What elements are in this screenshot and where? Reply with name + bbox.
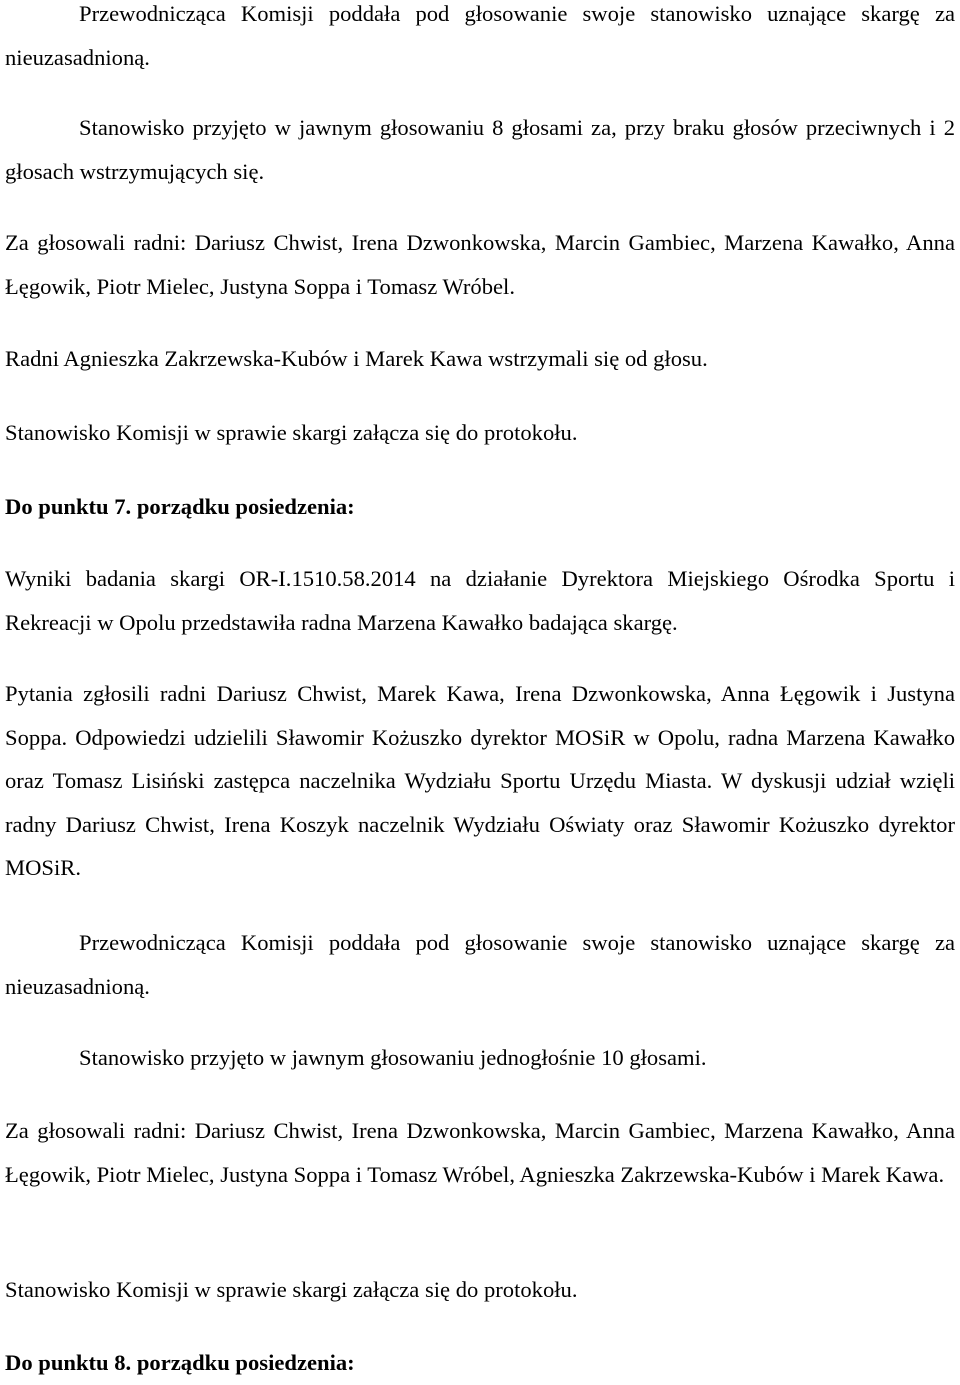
paragraph-voters-for-1: Za głosowali radni: Dariusz Chwist, Irena Dzwonkowska, Marcin Gambiec, Marzena Kawałko, Anna Łęgowik, Piotr Mielec, Justyna Soppa i Tomasz Wróbel.	[5, 230, 955, 299]
paragraph-attachment-2: Stanowisko Komisji w sprawie skargi załącza się do protokołu.	[5, 1277, 578, 1302]
heading-point-7: Do punktu 7. porządku posiedzenia:	[5, 494, 355, 519]
heading-point-8: Do punktu 8. porządku posiedzenia:	[5, 1350, 355, 1375]
paragraph-abstained: Radni Agnieszka Zakrzewska-Kubów i Marek Kawa wstrzymali się od głosu.	[5, 346, 708, 371]
paragraph-vote-result-1: Stanowisko przyjęto w jawnym głosowaniu 8 głosami za, przy braku głosów przeciwnych i 2 głosach wstrzymujących się.	[5, 115, 955, 184]
paragraph-questions-discussion: Pytania zgłosili radni Dariusz Chwist, Marek Kawa, Irena Dzwonkowska, Anna Łęgowik i Justyna Soppa. Odpowiedzi udzielili Sławomir Kożuszko dyrektor MOSiR w Opolu, radna Marzena Kawałko oraz Tomasz Lisiński zastępca naczelnika Wydziału Sportu Urzędu Miasta. W dyskusji udział wzięli radny Dariusz Chwist, Irena Koszyk naczelnik Wydziału Oświaty oraz Sławomir Kożuszko dyrektor MOSiR.	[5, 681, 955, 880]
paragraph-voters-for-2: Za głosowali radni: Dariusz Chwist, Irena Dzwonkowska, Marcin Gambiec, Marzena Kawałko, Anna Łęgowik, Piotr Mielec, Justyna Soppa i Tomasz Wróbel, Agnieszka Zakrzewska-Kubów i Marek Kawa.	[5, 1118, 955, 1187]
paragraph-complaint-results: Wyniki badania skargi OR-I.1510.58.2014 na działanie Dyrektora Miejskiego Ośrodka Sportu i Rekreacji w Opolu przedstawiła radna Marzena Kawałko badająca skargę.	[5, 566, 955, 635]
paragraph-vote-call-1: Przewodnicząca Komisji poddała pod głosowanie swoje stanowisko uznające skargę za nieuzasadnioną.	[5, 1, 955, 70]
paragraph-attachment-1: Stanowisko Komisji w sprawie skargi załącza się do protokołu.	[5, 420, 578, 445]
paragraph-vote-result-2: Stanowisko przyjęto w jawnym głosowaniu jednogłośnie 10 głosami.	[79, 1045, 707, 1070]
paragraph-vote-call-2: Przewodnicząca Komisji poddała pod głosowanie swoje stanowisko uznające skargę za nieuzasadnioną.	[5, 930, 955, 999]
